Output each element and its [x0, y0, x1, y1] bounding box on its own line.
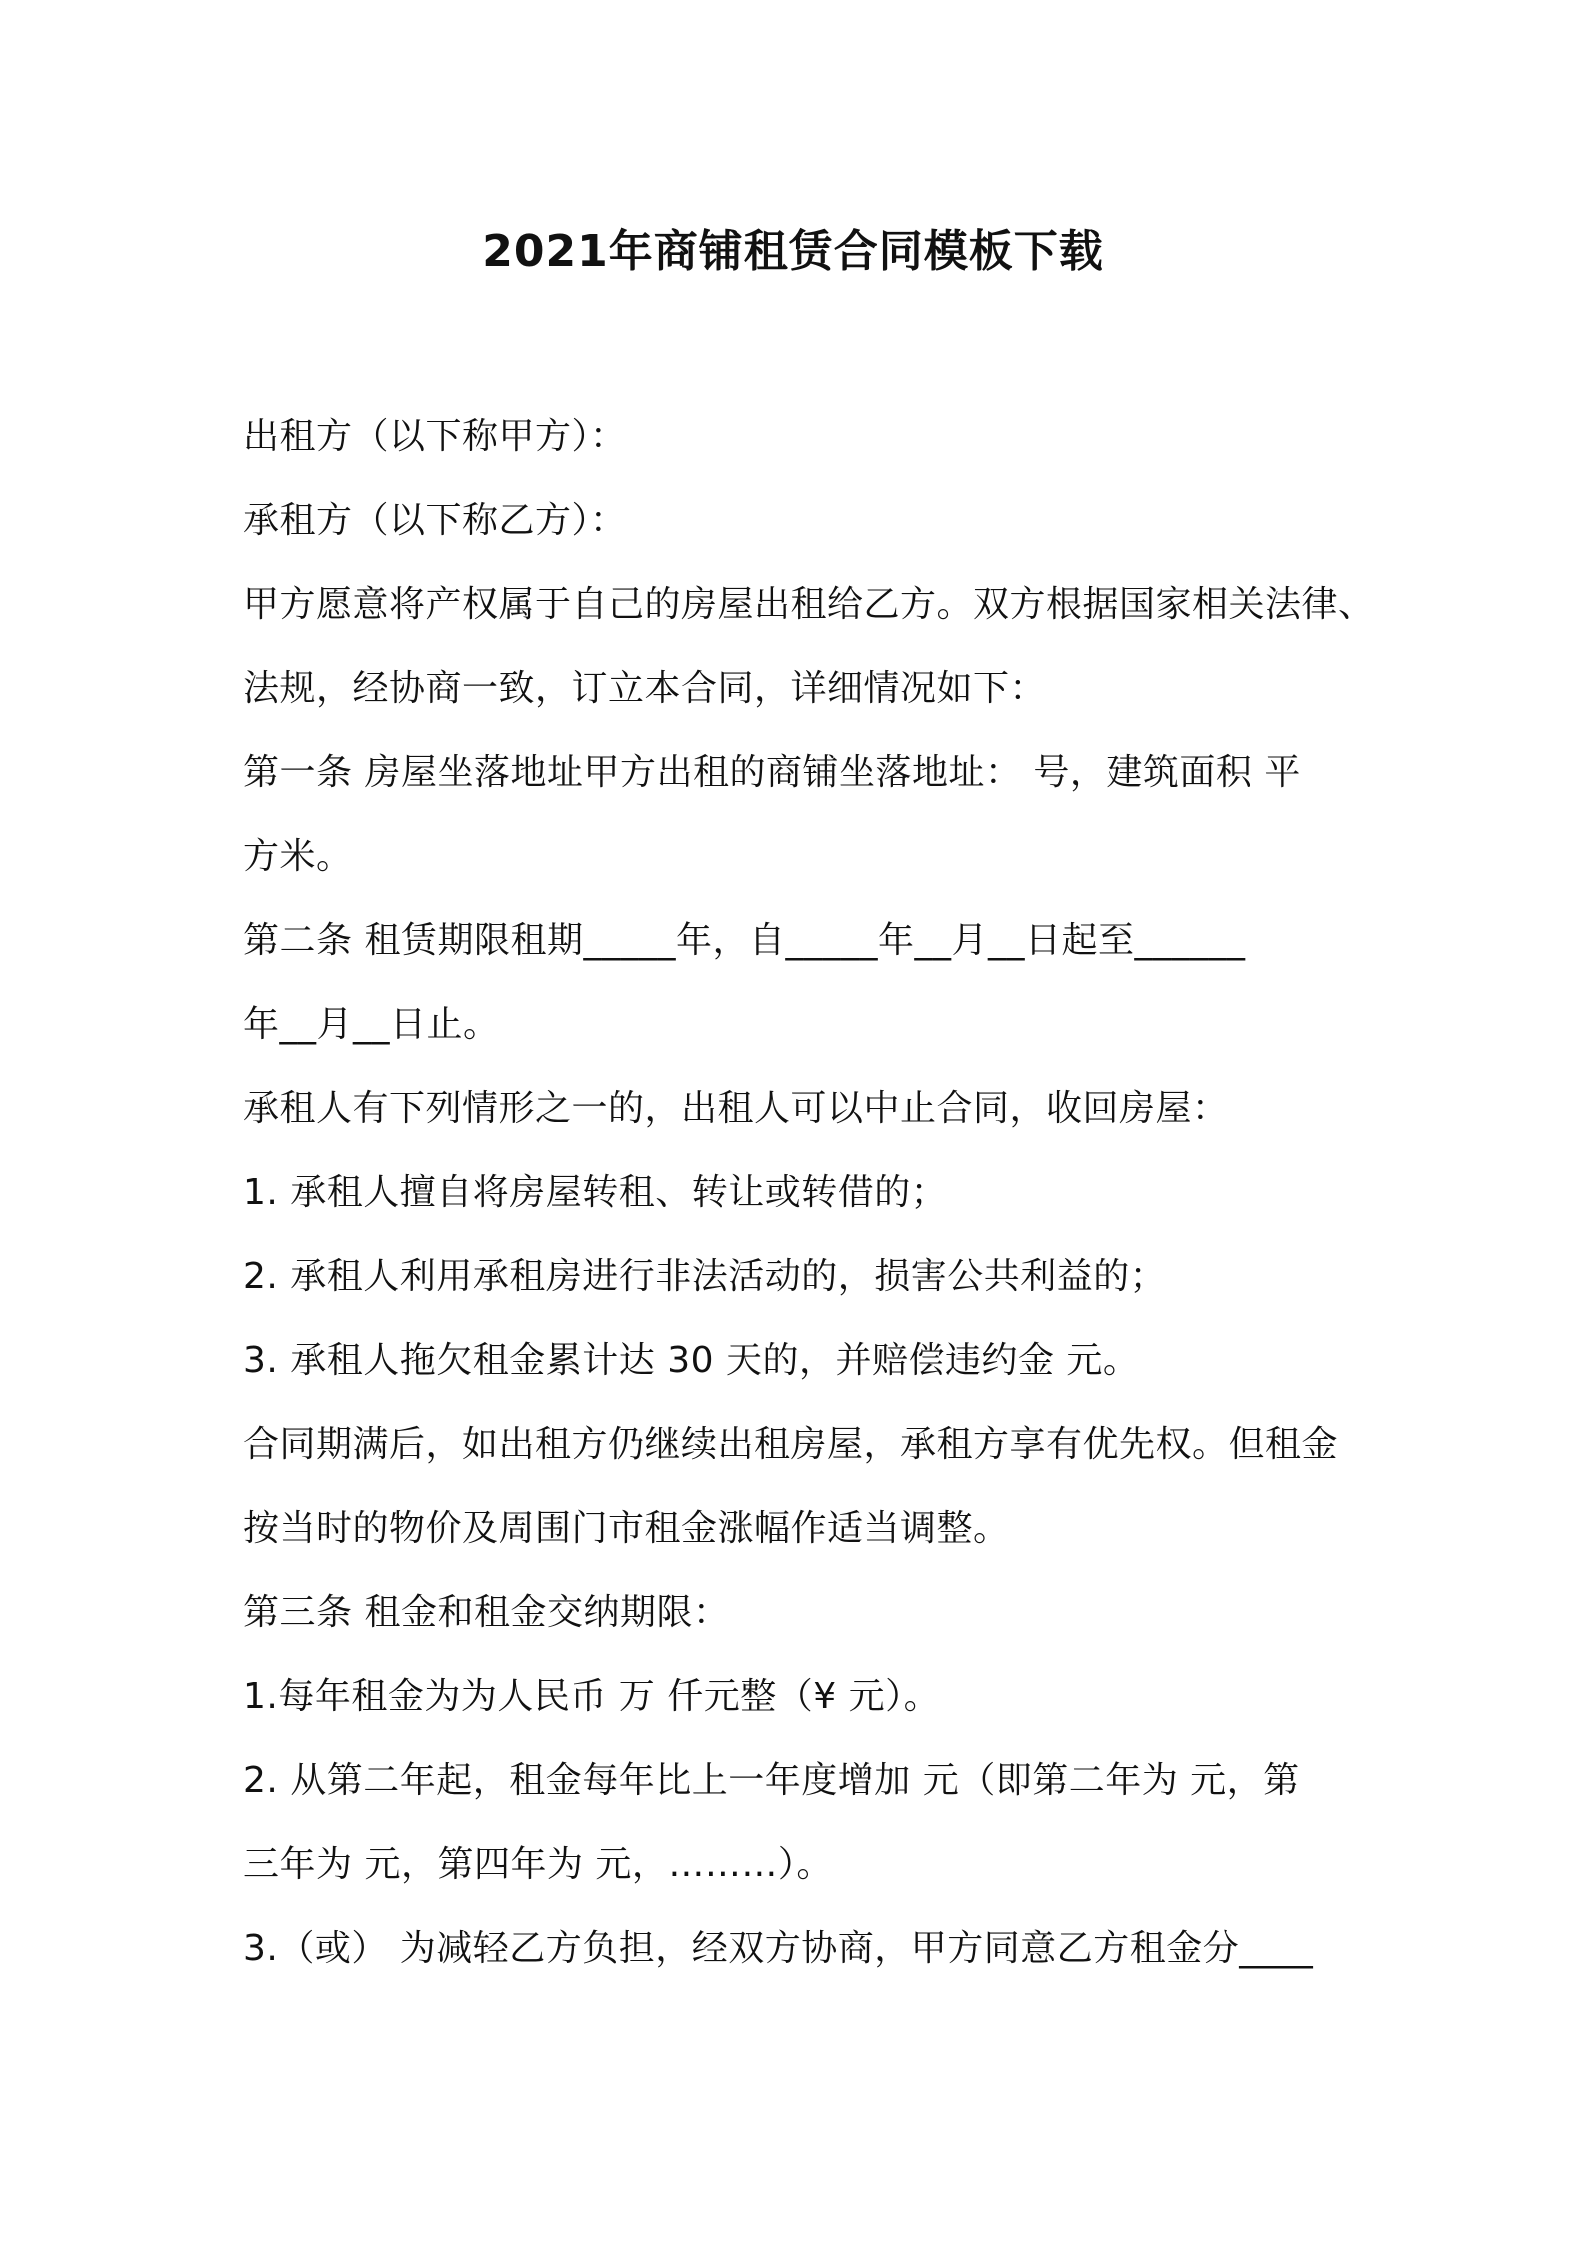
party-a-line: 出租方（以下称甲方）：: [243, 416, 627, 457]
renewal-line-2: 按当时的物价及周围门市租金涨幅作适当调整。: [243, 1508, 1010, 1549]
article-2-line-1: 第二条 租赁期限租期_____年，自_____年__月__日起至______: [243, 920, 1246, 961]
intro-line-1: 甲方愿意将产权属于自己的房屋出租给乙方。双方根据国家相关法律、: [243, 584, 1375, 625]
document-title: 2021年商铺租赁合同模板下载: [482, 226, 1104, 277]
termination-item-3: 3. 承租人拖欠租金累计达 30 天的，并赔偿违约金 元。: [243, 1340, 1140, 1381]
termination-item-1: 1. 承租人擅自将房屋转租、转让或转借的；: [243, 1172, 948, 1213]
article-2-line-2: 年__月__日止。: [243, 1004, 500, 1045]
article-1-line-2: 方米。: [243, 836, 353, 877]
party-b-line: 承租方（以下称乙方）：: [243, 500, 627, 541]
renewal-line-1: 合同期满后，如出租方仍继续出租房屋，承租方享有优先权。但租金: [243, 1424, 1339, 1465]
article-3-heading: 第三条 租金和租金交纳期限：: [243, 1592, 730, 1633]
rent-item-1: 1.每年租金为为人民币 万 仟元整（¥ 元）。: [243, 1676, 941, 1717]
intro-line-2: 法规，经协商一致，订立本合同，详细情况如下：: [243, 668, 1047, 709]
rent-item-2-line-2: 三年为 元，第四年为 元，………）。: [243, 1844, 833, 1885]
rent-item-3: 3.（或） 为减轻乙方负担，经双方协商，甲方同意乙方租金分____: [243, 1928, 1314, 1969]
rent-item-2-line-1: 2. 从第二年起，租金每年比上一年度增加 元（即第二年为 元，第: [243, 1760, 1300, 1801]
termination-item-2: 2. 承租人利用承租房进行非法活动的，损害公共利益的；: [243, 1256, 1167, 1297]
termination-intro: 承租人有下列情形之一的，出租人可以中止合同，收回房屋：: [243, 1088, 1229, 1129]
article-1-line-1: 第一条 房屋坐落地址甲方出租的商铺坐落地址： 号，建筑面积 平: [243, 752, 1301, 793]
